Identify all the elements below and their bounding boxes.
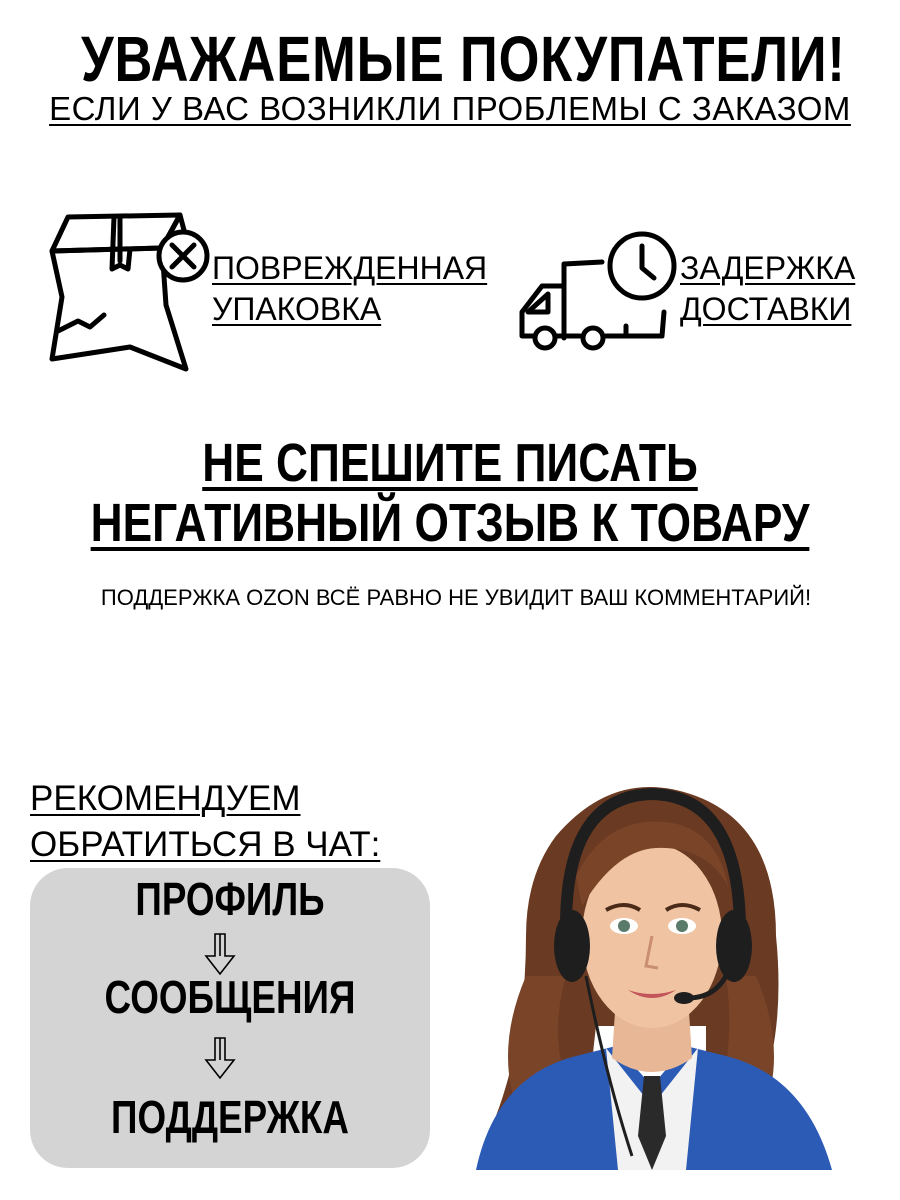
issue-damaged-line1: ПОВРЕЖДЕННАЯ: [212, 250, 488, 286]
recommendation-line1: РЕКОМЕНДУЕМ: [30, 779, 301, 818]
issue-damaged-line2: УПАКОВКА: [212, 291, 382, 327]
warning-line2: НЕГАТИВНЫЙ ОТЗЫВ К ТОВАРУ: [90, 493, 810, 553]
warning-line1: НЕ СПЕШИТЕ ПИСАТЬ: [202, 433, 698, 493]
issue-delay-line1: ЗАДЕРЖКА: [680, 250, 856, 286]
page-title: УВАЖАЕМЫЕ ПОКУПАТЕЛИ!: [81, 23, 846, 95]
support-note: ПОДДЕРЖКА OZON ВСЁ РАВНО НЕ УВИДИТ ВАШ КОММЕНТАРИЙ!: [100, 585, 812, 610]
damaged-box-icon: [44, 205, 216, 373]
issue-damaged-package: [212, 248, 487, 330]
down-arrow-icon: [204, 1036, 236, 1080]
step-messages: СООБЩЕНИЯ: [104, 971, 356, 1023]
step-support: ПОДДЕРЖКА: [111, 1091, 349, 1143]
recommendation-text: [30, 776, 380, 868]
issue-delivery-delay: [680, 248, 855, 330]
step-profile: ПРОФИЛЬ: [135, 873, 325, 925]
support-operator-avatar: [456, 776, 852, 1170]
issue-delay-line2: ДОСТАВКИ: [680, 291, 852, 327]
delivery-truck-clock-icon: [514, 228, 682, 352]
recommendation-line2: ОБРАТИТЬСЯ В ЧАТ:: [30, 825, 381, 864]
page-subtitle: ЕСЛИ У ВАС ВОЗНИКЛИ ПРОБЛЕМЫ С ЗАКАЗОМ: [49, 90, 851, 127]
